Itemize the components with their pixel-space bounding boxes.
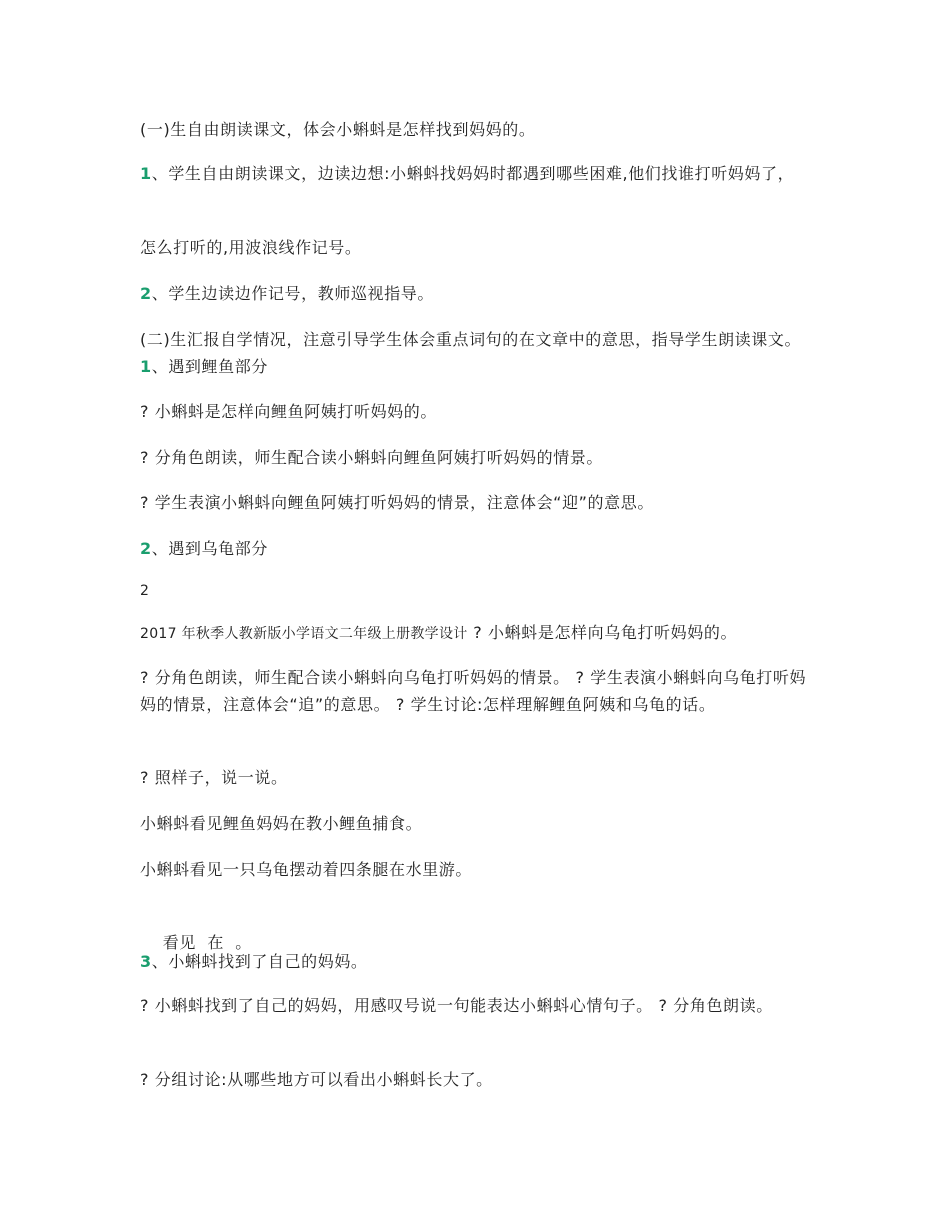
paragraph: [140, 535, 820, 562]
paragraph-text: ? 照样子，说一说。: [140, 768, 288, 787]
paragraph-text: (二)生汇报自学情况，注意引导学生体会重点词句的在文章中的意思，指导学生朗读课文。: [140, 330, 802, 349]
paragraph: [140, 810, 820, 837]
paragraph: [140, 398, 820, 425]
paragraph-text: ? 分角色朗读，师生配合读小蝌蚪向鲤鱼阿姨打听妈妈的情景。: [140, 448, 603, 467]
paragraph-text: ? 小蝌蚪找到了自己的妈妈，用感叹号说一句能表达小蝌蚪心情句子。 ? 分角色朗读。: [140, 996, 773, 1015]
paragraph-text: 、学生边读边作记号，教师巡视指导。: [151, 284, 434, 303]
paragraph-text: ? 分角色朗读，师生配合读小蝌蚪向乌龟打听妈妈的情景。 ? 学生表演小蝌蚪向乌龟打听妈妈的情景，注意体会“追”的意思。 ? 学生讨论:怎样理解鲤鱼阿姨和乌龟的话。: [140, 668, 807, 714]
step-number: 3: [140, 952, 152, 971]
paragraph-text: (一)生自由朗读课文，体会小蝌蚪是怎样找到妈妈的。: [140, 120, 536, 139]
paragraph: [140, 489, 820, 516]
paragraph-text: 小蝌蚪看见鲤鱼妈妈在教小鲤鱼捕食。: [140, 814, 423, 833]
paragraph-text: 、学生自由朗读课文，边读边想:小蝌蚪找妈妈时都遇到哪些困难,他们找谁打听妈妈了，: [151, 164, 795, 183]
paragraph: [140, 992, 820, 1019]
paragraph: [140, 948, 820, 975]
paragraph: [140, 664, 820, 718]
step-number: 1: [140, 357, 152, 376]
step-number: 2: [140, 284, 152, 303]
step-number: 1: [140, 164, 152, 183]
paragraph-text: ? 小蝌蚪是怎样向乌龟打听妈妈的。: [467, 623, 738, 642]
paragraph-text: 看见 在 。: [162, 933, 252, 952]
paragraph-text: 小蝌蚪看见一只乌龟摆动着四条腿在水里游。: [140, 860, 473, 879]
paragraph: [140, 856, 820, 883]
step-number: 2: [140, 539, 152, 558]
paragraph: [140, 444, 820, 471]
paragraph: [140, 160, 820, 187]
paragraph: [140, 326, 820, 380]
paragraph: [140, 234, 820, 261]
page-number: 2: [140, 583, 150, 599]
paragraph-text: ? 小蝌蚪是怎样向鲤鱼阿姨打听妈妈的。: [140, 402, 437, 421]
paragraph-text: ? 分组讨论:从哪些地方可以看出小蝌蚪长大了。: [140, 1070, 493, 1089]
paragraph-text: 、小蝌蚪找到了自己的妈妈。: [151, 952, 368, 971]
paragraph: [140, 619, 820, 648]
paragraph: [140, 764, 820, 791]
running-header: 2017 年秋季人教新版小学语文二年级上册教学设计: [140, 626, 468, 642]
paragraph: [140, 280, 820, 307]
paragraph: [140, 116, 820, 143]
paragraph-text: 、遇到乌龟部分: [151, 539, 268, 558]
paragraph-text: ? 学生表演小蝌蚪向鲤鱼阿姨打听妈妈的情景，注意体会“迎”的意思。: [140, 493, 654, 512]
paragraph-text: 、遇到鲤鱼部分: [151, 357, 268, 376]
paragraph-text: 怎么打听的,用波浪线作记号。: [140, 238, 362, 257]
paragraph: [140, 1066, 820, 1093]
